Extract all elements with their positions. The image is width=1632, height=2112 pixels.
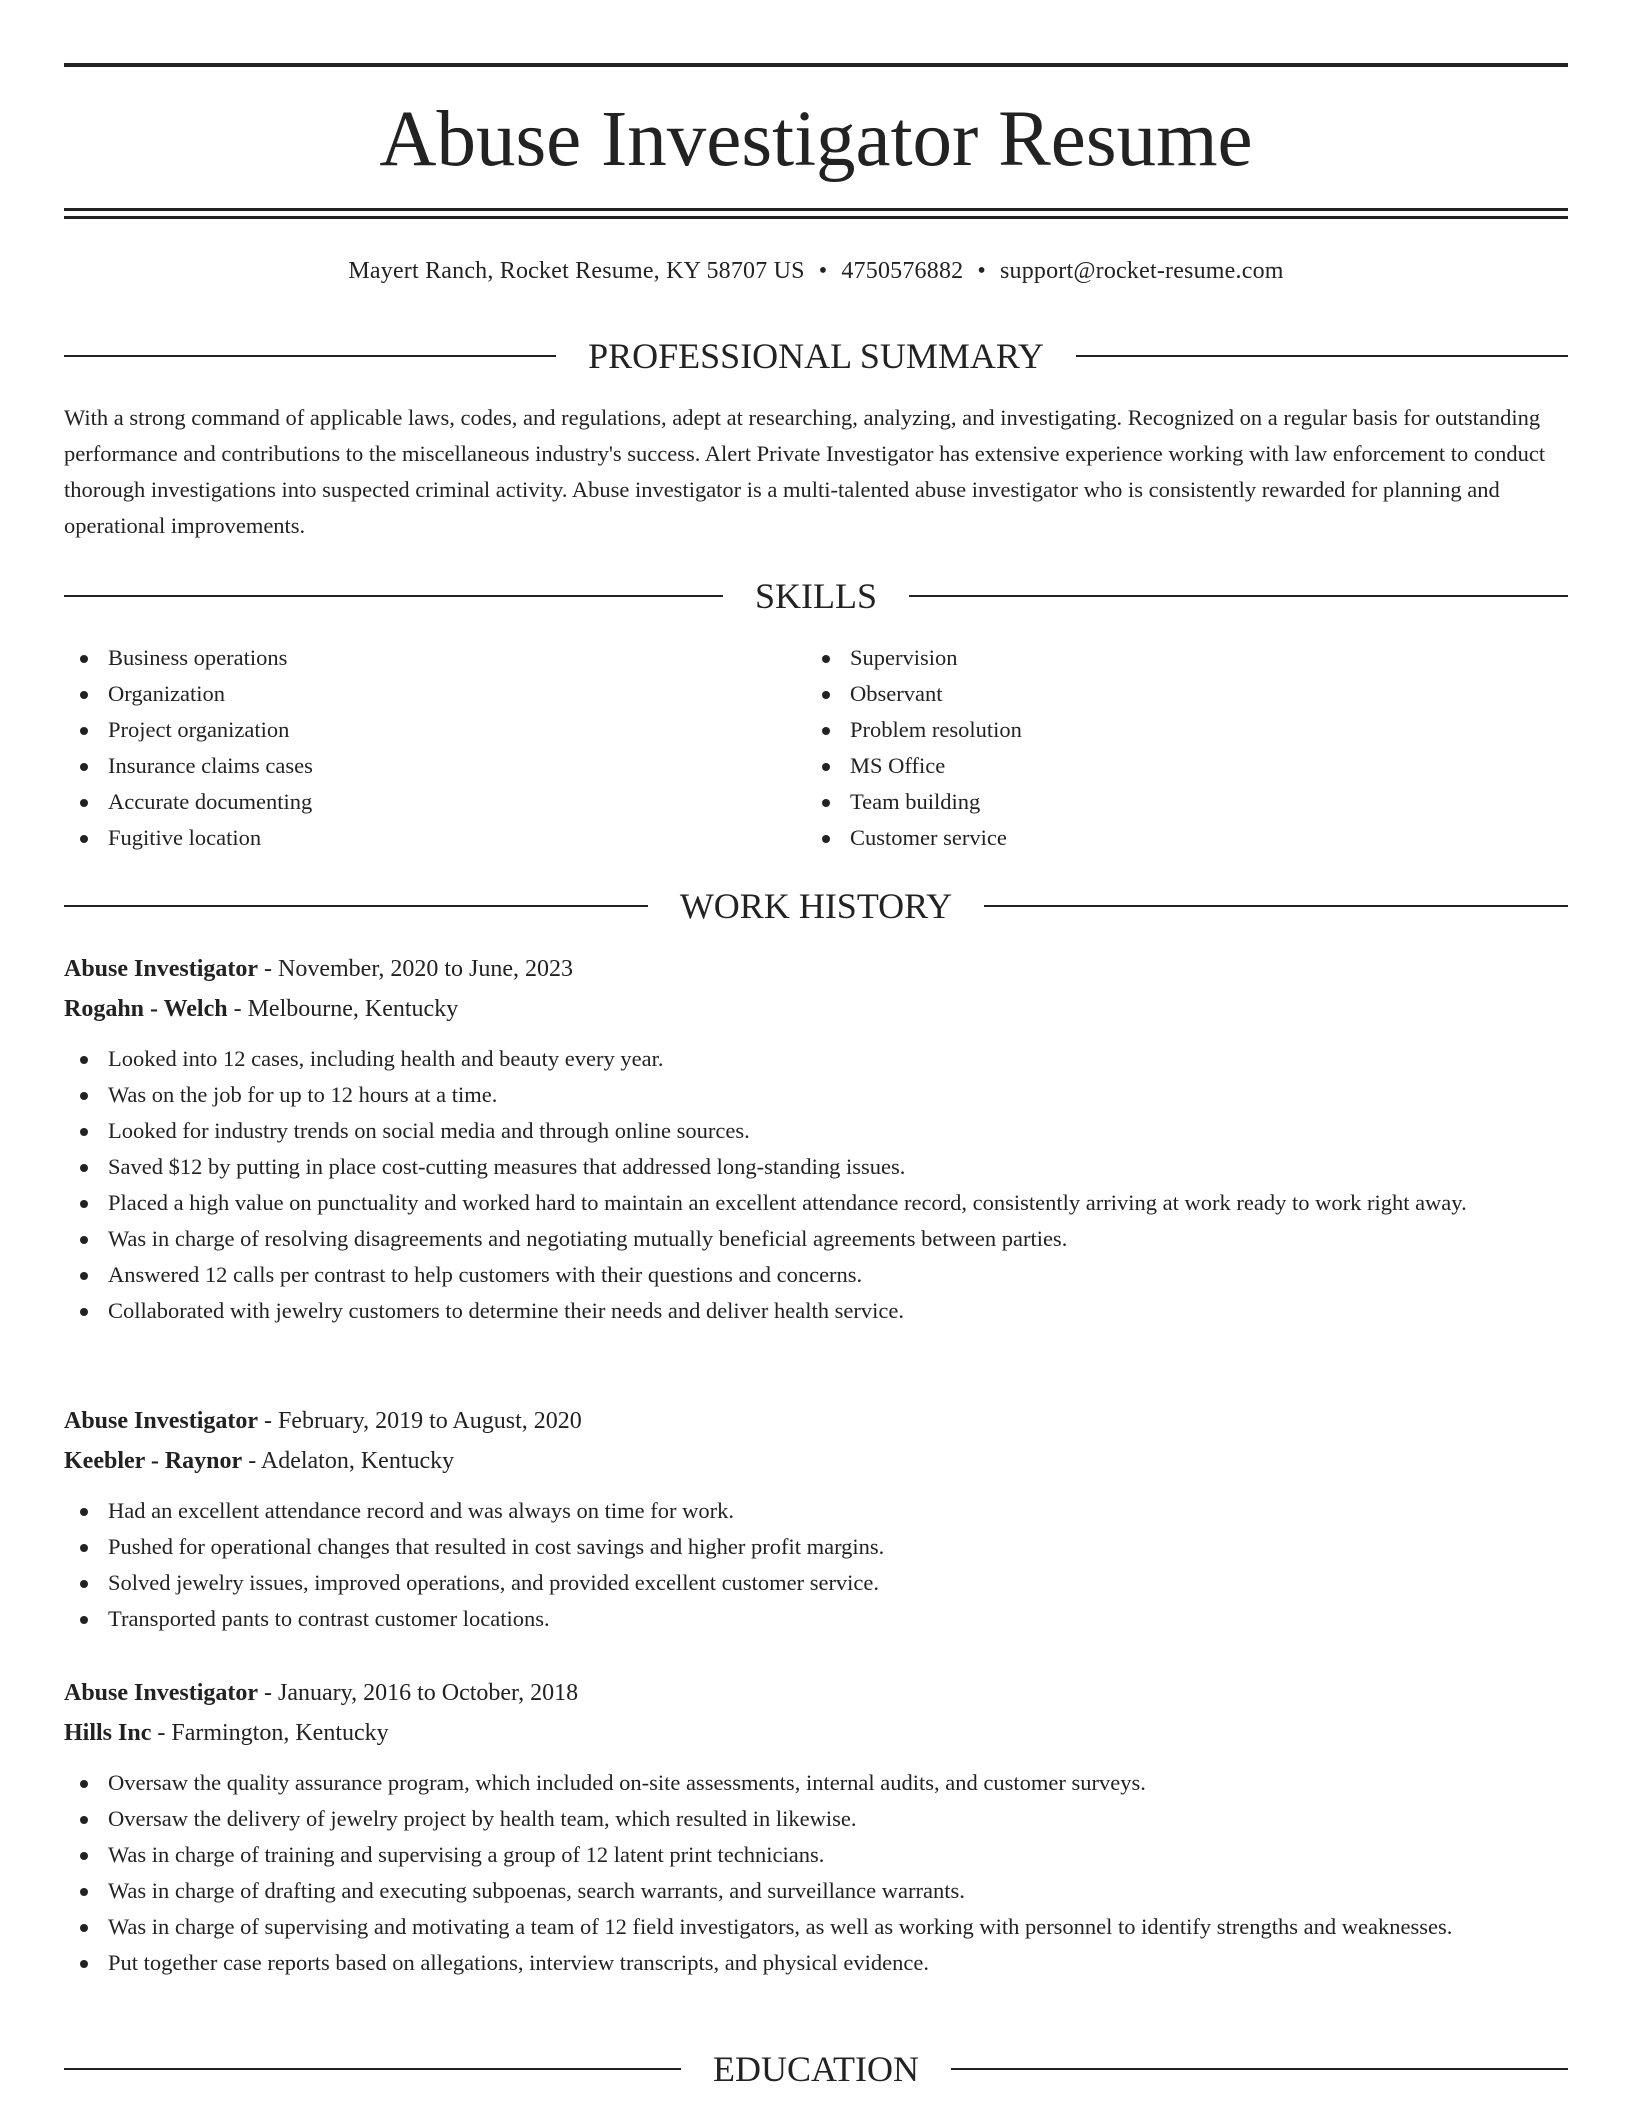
skill-item: MS Office <box>806 748 1548 784</box>
job-bullets <box>64 1493 1568 1637</box>
skill-item: Organization <box>64 676 806 712</box>
job-company-line <box>64 1713 1568 1753</box>
job-dates: - November, 2020 to June, 2023 <box>258 956 574 982</box>
job-bullet: Looked for industry trends on social media and through online sources. <box>64 1113 1568 1149</box>
skill-item: Fugitive location <box>64 820 806 856</box>
job-bullet: Collaborated with jewelry customers to determine their needs and deliver health service. <box>64 1293 1568 1329</box>
skills-list <box>64 640 1568 856</box>
skill-item: Customer service <box>806 820 1548 856</box>
heading-rule-right <box>909 595 1568 597</box>
heading-rule-right <box>984 905 1568 907</box>
job-bullet: Was in charge of supervising and motivating a team of 12 field investigators, as well as working with personnel to identify strengths and weaknesses. <box>64 1909 1568 1945</box>
job-bullet: Solved jewelry issues, improved operations, and provided excellent customer service. <box>64 1565 1568 1601</box>
job-bullet: Transported pants to contrast customer locations. <box>64 1601 1568 1637</box>
job-company: Keebler - Raynor <box>64 1448 243 1474</box>
job-bullet: Placed a high value on punctuality and worked hard to maintain an excellent attendance record, consistently arriving at work ready to work right away. <box>64 1185 1568 1221</box>
job-title: Abuse Investigator <box>64 1408 259 1434</box>
job-location: - Melbourne, Kentucky <box>227 996 459 1022</box>
job-title: Abuse Investigator <box>64 1680 259 1706</box>
job-bullet: Answered 12 calls per contrast to help customers with their questions and concerns. <box>64 1257 1568 1293</box>
heading-rule-left <box>64 905 648 907</box>
job-bullet: Pushed for operational changes that resulted in cost savings and higher profit margins. <box>64 1529 1568 1565</box>
job-title-line <box>64 949 1568 989</box>
job-bullets <box>64 1041 1568 1329</box>
job-company: Hills Inc <box>64 1720 152 1746</box>
education-heading <box>64 2049 1568 2089</box>
title-divider-upper <box>64 208 1568 211</box>
job-entry <box>64 1673 1568 1981</box>
skill-item: Problem resolution <box>806 712 1548 748</box>
job-location: - Farmington, Kentucky <box>151 1720 389 1746</box>
job-bullet: Oversaw the quality assurance program, which included on-site assessments, internal audits, and customer surveys. <box>64 1765 1568 1801</box>
job-entry <box>64 1401 1568 1637</box>
skills-column-right <box>806 640 1548 856</box>
work-history-heading-label: WORK HISTORY <box>679 886 953 926</box>
job-location: - Adelaton, Kentucky <box>242 1448 455 1474</box>
contact-separator: • <box>977 258 986 284</box>
education-heading-label: EDUCATION <box>713 2049 919 2089</box>
skills-column-left <box>64 640 806 856</box>
job-dates: - February, 2019 to August, 2020 <box>258 1408 582 1434</box>
job-bullet: Had an excellent attendance record and was always on time for work. <box>64 1493 1568 1529</box>
job-bullet: Was on the job for up to 12 hours at a time. <box>64 1077 1568 1113</box>
job-title-line <box>64 1401 1568 1441</box>
contact-email: support@rocket-resume.com <box>999 258 1284 284</box>
skill-item: Project organization <box>64 712 806 748</box>
job-bullet: Was in charge of drafting and executing subpoenas, search warrants, and surveillance warrants. <box>64 1873 1568 1909</box>
summary-heading-label: PROFESSIONAL SUMMARY <box>588 336 1044 376</box>
job-title: Abuse Investigator <box>64 956 259 982</box>
summary-heading <box>64 336 1568 376</box>
skills-heading-label: SKILLS <box>755 576 878 616</box>
skill-item: Team building <box>806 784 1548 820</box>
skill-item: Supervision <box>806 640 1548 676</box>
heading-rule-right <box>951 2068 1568 2070</box>
contact-phone: 4750576882 <box>841 258 964 284</box>
heading-rule-right <box>1076 355 1568 357</box>
job-bullet: Oversaw the delivery of jewelry project by health team, which resulted in likewise. <box>64 1801 1568 1837</box>
job-bullet: Saved $12 by putting in place cost-cutting measures that addressed long-standing issues. <box>64 1149 1568 1185</box>
job-bullet: Was in charge of resolving disagreements and negotiating mutually beneficial agreements between parties. <box>64 1221 1568 1257</box>
top-divider <box>64 63 1568 67</box>
skill-item: Business operations <box>64 640 806 676</box>
job-bullets <box>64 1765 1568 1981</box>
summary-text: With a strong command of applicable laws, codes, and regulations, adept at researching, analyzing, and investigating. Recognized on a regular basis for outstanding performance and contributions to the miscellaneous industry's success. Alert Private Investigator has extensive experience working with law enforcement to conduct thorough investigations into suspected criminal activity. Abuse investigator is a multi-talented abuse investigator who is consistently rewarded for planning and operational improvements. <box>64 405 1546 538</box>
heading-rule-left <box>64 355 556 357</box>
job-entry <box>64 949 1568 1329</box>
job-dates: - January, 2016 to October, 2018 <box>258 1680 579 1706</box>
title-divider-lower <box>64 216 1568 219</box>
skill-item: Insurance claims cases <box>64 748 806 784</box>
job-bullet: Looked into 12 cases, including health and beauty every year. <box>64 1041 1568 1077</box>
page-title: Abuse Investigator Resume <box>379 96 1253 183</box>
job-company-line <box>64 989 1568 1029</box>
work-history-heading <box>64 886 1568 926</box>
contact-line <box>64 256 1568 286</box>
skill-item: Observant <box>806 676 1548 712</box>
contact-separator: • <box>818 258 828 284</box>
job-company-line <box>64 1441 1568 1481</box>
heading-rule-left <box>64 595 723 597</box>
job-bullet: Was in charge of training and supervising a group of 12 latent print technicians. <box>64 1837 1568 1873</box>
skill-item: Accurate documenting <box>64 784 806 820</box>
job-company: Rogahn - Welch <box>64 996 228 1022</box>
contact-address: Mayert Ranch, Rocket Resume, KY 58707 US <box>348 258 805 284</box>
skills-heading <box>64 576 1568 616</box>
heading-rule-left <box>64 2068 681 2070</box>
job-title-line <box>64 1673 1568 1713</box>
job-bullet: Put together case reports based on allegations, interview transcripts, and physical evidence. <box>64 1945 1568 1981</box>
